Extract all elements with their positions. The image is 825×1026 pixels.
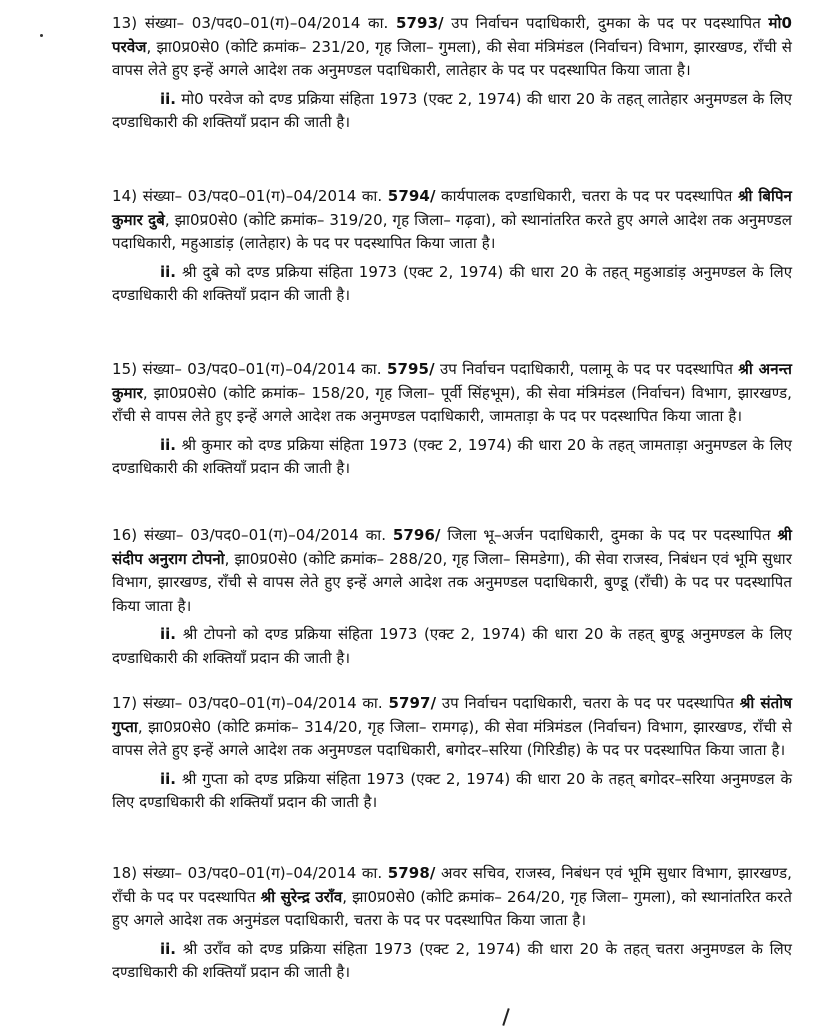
order-text-a: उप निर्वाचन पदाधिकारी, चतरा के पद पर पदस्थापित (441, 694, 735, 712)
entry-number: 15) (112, 360, 138, 378)
scan-speck (40, 34, 43, 37)
order-text-b: , झा0प्र0से0 (कोटि क्रमांक– 319/20, गृह जिला– गढ़वा), को स्थानांतरित करते हुए अगले आदेश तक अनुमण्डल पदाधिकारी, महुआडांड़ (लातेहार) के पद पर पदस्थापित किया जाता है। (112, 210, 792, 252)
order-text-b: , झा0प्र0से0 (कोटि क्रमांक– 288/20, गृह जिला– सिमडेगा), की सेवा राजस्व, निबंधन एवं भूमि सुधार विभाग, झारखण्ड, राँची से वापस लेते हुए इन्हें अगले आदेश तक अनुमण्डल पदाधिकारी, बुण्डू (राँची) के पद पर पदस्थापित किया जाता है। (112, 549, 792, 615)
sub-clause-label: ii. (160, 625, 176, 643)
reference-prefix: संख्या– 03/पद0–01(ग)–04/2014 का. (144, 526, 387, 544)
officer-name: श्री बिपिन कुमार दुबे (112, 187, 792, 229)
reference-prefix: संख्या– 03/पद0–01(ग)–04/2014 का. (142, 694, 383, 712)
sub-clause-label: ii. (160, 435, 176, 454)
sub-clause-text: श्री उराँव को दण्ड प्रक्रिया संहिता 1973 (एक्ट 2, 1974) की धारा 20 के तहत् चतरा अनुमण्डल के लिए दण्डाधिकारी की शक्तियाँ प्रदान की जाती है। (112, 939, 792, 981)
reference-number: 5794/ (387, 187, 436, 205)
reference-number: 5798/ (387, 864, 436, 882)
order-text-a: अवर सचिव, राजस्व, निबंधन एवं भूमि सुधार विभाग, झारखण्ड, राँची के पद पर पदस्थापित (112, 864, 793, 906)
order-entry-16 (112, 524, 792, 670)
order-entry-14 (112, 185, 792, 308)
sub-clause (112, 261, 792, 308)
reference-prefix: संख्या– 03/पद0–01(ग)–04/2014 का. (142, 187, 383, 205)
order-entry-15 (112, 358, 792, 481)
order-entry-17 (112, 692, 792, 815)
sub-clause-text: श्री कुमार को दण्ड प्रक्रिया संहिता 1973 (एक्ट 2, 1974) की धारा 20 के तहत् जामताड़ा अनुमण्डल के लिए दण्डाधिकारी की शक्तियाँ प्रदान की जाती है। (112, 435, 792, 477)
reference-prefix: संख्या– 03/पद0–01(ग)–04/2014 का. (142, 864, 383, 882)
order-text-b: , झा0प्र0से0 (कोटि क्रमांक– 158/20, गृह जिला– पूर्वी सिंहभूम), की सेवा मंत्रिमंडल (निर्वाचन) विभाग, झारखण्ड, राँची से वापस लेते हुए इन्हें अगले आदेश तक अनुमण्डल पदाधिकारी, जामताड़ा के पद पर पदस्थापित किया जाता है। (112, 383, 792, 425)
order-paragraph (112, 692, 792, 763)
reference-number: 5793/ (395, 14, 444, 32)
sub-clause-text: श्री गुप्ता को दण्ड प्रक्रिया संहिता 1973 (एक्ट 2, 1974) की धारा 20 के तहत् बगोदर–सरिया अनुमण्डल के लिए दण्डाधिकारी की शक्तियाँ प्रदान की जाती है। (112, 769, 792, 811)
sub-clause-label: ii. (160, 89, 176, 108)
sub-clause (112, 434, 792, 481)
order-paragraph (112, 524, 792, 618)
reference-number: 5797/ (388, 694, 437, 712)
sub-clause (112, 623, 792, 670)
reference-number: 5795/ (386, 360, 435, 378)
sub-clause-label: ii. (160, 769, 176, 788)
officer-name: श्री अनन्त कुमार (112, 360, 792, 402)
order-paragraph (112, 862, 792, 933)
order-entry-13 (112, 12, 792, 135)
sub-clause-text: श्री टोपनो को दण्ड प्रक्रिया संहिता 1973 (एक्ट 2, 1974) की धारा 20 के तहत् बुण्डू अनुमण्डल के लिए दण्डाधिकारी की शक्तियाँ प्रदान की जाती है। (112, 625, 792, 667)
sub-clause (112, 768, 792, 815)
sub-clause-label: ii. (160, 939, 176, 958)
order-text-b: , झा0प्र0से0 (कोटि क्रमांक– 314/20, गृह जिला– रामगढ़), की सेवा मंत्रिमंडल (निर्वाचन) विभाग, झारखण्ड, राँची से वापस लेते हुए इन्हें अगले आदेश तक अनुमण्डल पदाधिकारी, बगोदर–सरिया (गिरिडीह) के पद पर पदस्थापित किया जाता है। (112, 717, 792, 759)
order-text-b: , झा0प्र0से0 (कोटि क्रमांक– 264/20, गृह जिला– गुमला), को स्थानांतरित करते हुए अगले आदेश तक अनुमंडल पदाधिकारी, चतरा के पद पर पदस्थापित किया जाता है। (112, 887, 792, 929)
order-text-b: , झा0प्र0से0 (कोटि क्रमांक– 231/20, गृह जिला– गुमला), की सेवा मंत्रिमंडल (निर्वाचन) विभाग, झारखण्ड, राँची से वापस लेते हुए इन्हें अगले आदेश तक अनुमण्डल पदाधिकारी, लातेहार के पद पर पदस्थापित किया जाता है। (112, 37, 792, 79)
entry-number: 13) (112, 14, 138, 32)
sub-clause-text: मो0 परवेज को दण्ड प्रक्रिया संहिता 1973 (एक्ट 2, 1974) की धारा 20 के तहत् लातेहार अनुमण्डल के लिए दण्डाधिकारी की शक्तियाँ प्रदान की जाती है। (112, 89, 792, 131)
entry-number: 16) (112, 526, 138, 544)
order-paragraph (112, 12, 792, 83)
officer-name: मो0 परवेज (112, 14, 792, 56)
sub-clause (112, 88, 792, 135)
reference-number: 5796/ (392, 526, 441, 544)
order-text-a: जिला भू–अर्जन पदाधिकारी, दुमका के पद पर पदस्थापित (447, 526, 771, 544)
reference-prefix: संख्या– 03/पद0–01(ग)–04/2014 का. (144, 14, 389, 32)
officer-name: श्री संदीप अनुराग टोपनो (112, 526, 793, 568)
reference-prefix: संख्या– 03/पद0–01(ग)–04/2014 का. (142, 360, 382, 378)
order-paragraph (112, 185, 792, 256)
officer-name: श्री सुरेन्द्र उराँव (260, 887, 343, 906)
pen-mark (502, 1008, 509, 1026)
entry-number: 14) (112, 187, 138, 205)
sub-clause (112, 938, 792, 985)
order-text-a: उप निर्वाचन पदाधिकारी, पलामू के पद पर पदस्थापित (439, 360, 733, 378)
order-text-a: उप निर्वाचन पदाधिकारी, दुमका के पद पर पदस्थापित (451, 14, 761, 32)
order-entry-18 (112, 862, 792, 985)
order-paragraph (112, 358, 792, 429)
sub-clause-label: ii. (160, 262, 176, 281)
entry-number: 18) (112, 864, 138, 882)
officer-name: श्री संतोष गुप्ता (112, 694, 792, 736)
order-text-a: कार्यपालक दण्डाधिकारी, चतरा के पद पर पदस्थापित (441, 187, 733, 205)
entry-number: 17) (112, 694, 138, 712)
sub-clause-text: श्री दुबे को दण्ड प्रक्रिया संहिता 1973 (एक्ट 2, 1974) की धारा 20 के तहत् महुआडांड़ अनुमण्डल के लिए दण्डाधिकारी की शक्तियाँ प्रदान की जाती है। (112, 262, 792, 304)
